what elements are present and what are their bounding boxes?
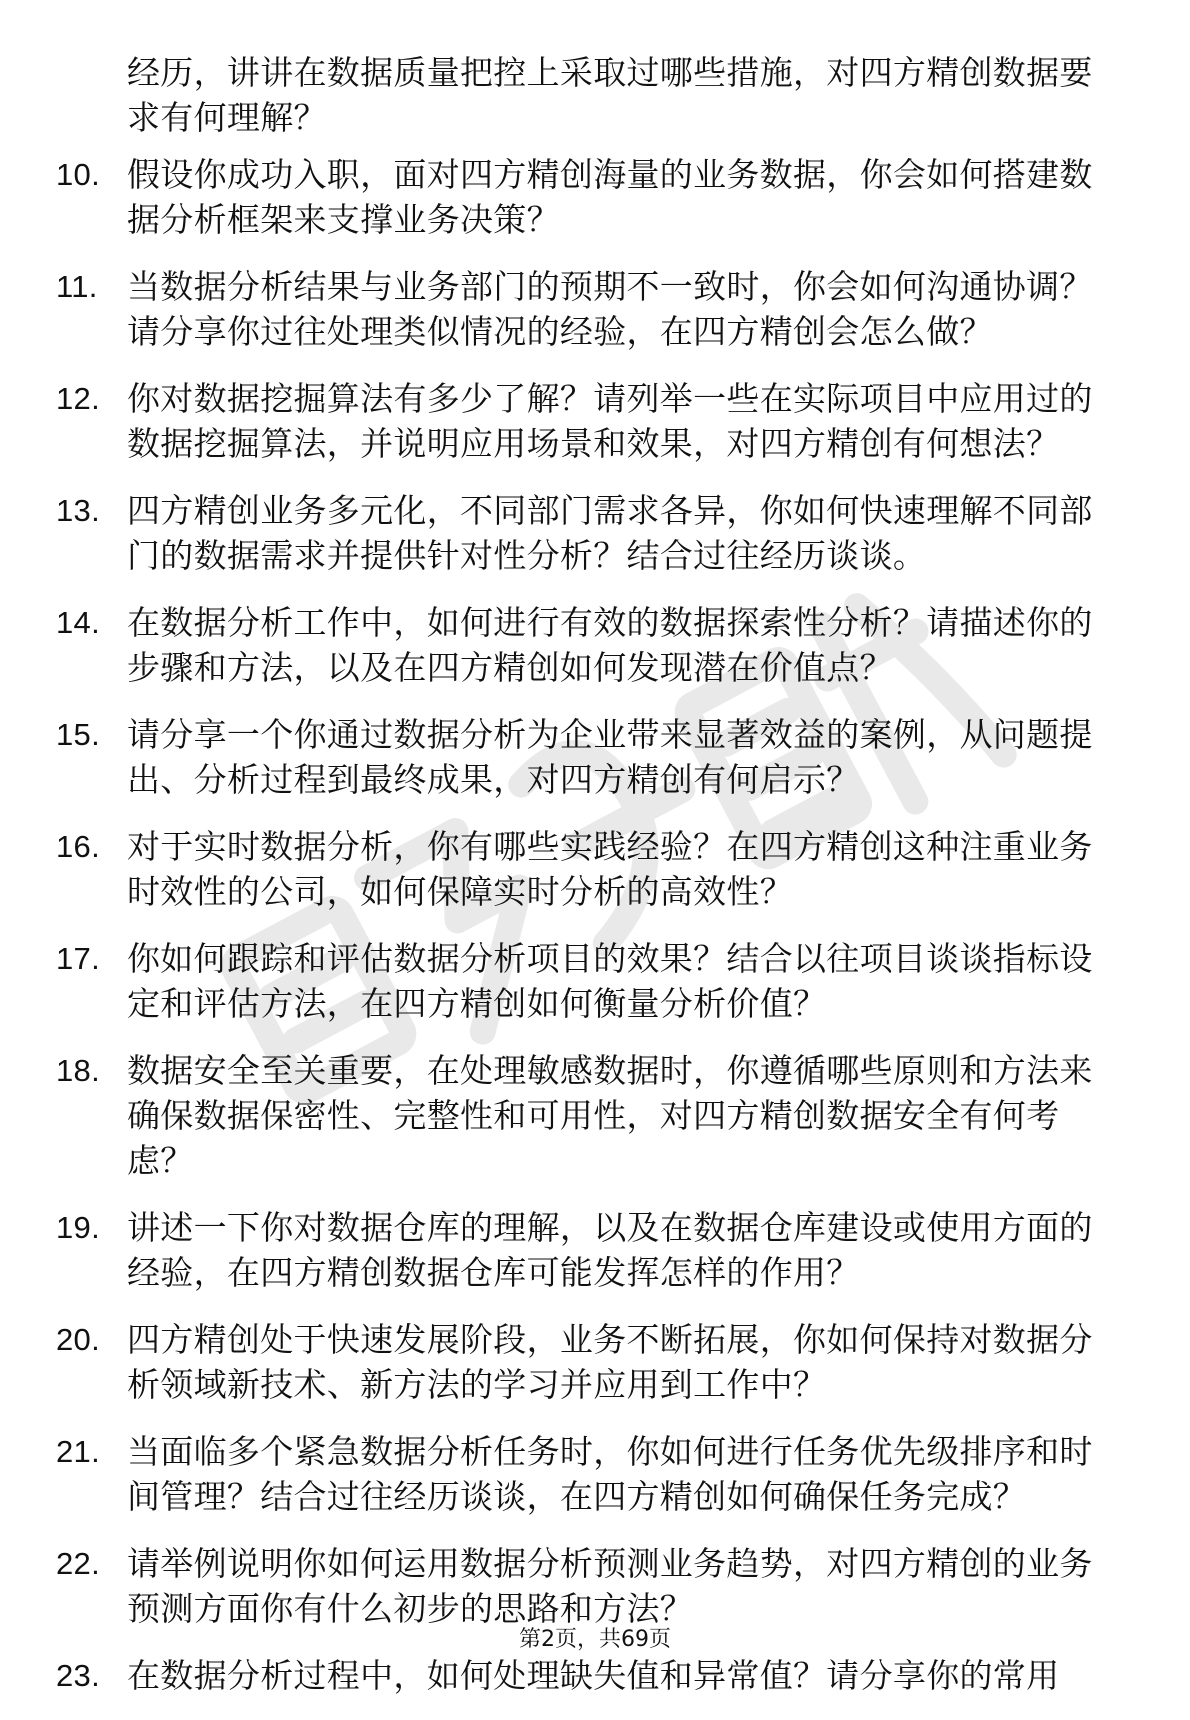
question-text: 在数据分析过程中，如何处理缺失值和异常值？请分享你的常用 <box>127 1656 1060 1695</box>
question-number: 20. <box>56 1322 100 1357</box>
list-item <box>0 1048 1190 1183</box>
question-continuation: 经历，讲讲在数据质量把控上采取过哪些措施，对四方精创数据要求有何理解？ <box>127 53 1093 137</box>
question-text: 四方精创业务多元化，不同部门需求各异，你如何快速理解不同部门的数据需求并提供针对性分析？结合过往经历谈谈。 <box>127 491 1093 575</box>
question-text: 请举例说明你如何运用数据分析预测业务趋势，对四方精创的业务预测方面你有什么初步的思路和方法？ <box>127 1544 1093 1628</box>
question-list <box>0 152 1190 1720</box>
list-item <box>0 1429 1190 1519</box>
question-number: 11. <box>56 269 98 304</box>
list-item <box>0 264 1190 354</box>
question-number: 12. <box>56 381 100 416</box>
question-text: 请分享一个你通过数据分析为企业带来显著效益的案例，从问题提出、分析过程到最终成果，对四方精创有何启示？ <box>127 715 1093 799</box>
list-item <box>0 712 1190 802</box>
question-text: 数据安全至关重要，在处理敏感数据时，你遵循哪些原则和方法来确保数据保密性、完整性和可用性，对四方精创数据安全有何考虑？ <box>127 1051 1093 1180</box>
list-item <box>0 152 1190 242</box>
question-text: 当面临多个紧急数据分析任务时，你如何进行任务优先级排序和时间管理？结合过往经历谈谈，在四方精创如何确保任务完成？ <box>127 1432 1093 1516</box>
list-item <box>0 488 1190 578</box>
question-number: 13. <box>56 493 100 528</box>
question-number: 16. <box>56 829 100 864</box>
question-text: 假设你成功入职，面对四方精创海量的业务数据，你会如何搭建数据分析框架来支撑业务决策？ <box>127 155 1093 239</box>
question-number: 14. <box>56 605 100 640</box>
question-number: 17. <box>56 941 100 976</box>
question-text: 四方精创处于快速发展阶段，业务不断拓展，你如何保持对数据分析领域新技术、新方法的学习并应用到工作中？ <box>127 1320 1093 1404</box>
question-number: 23. <box>56 1658 100 1693</box>
list-item <box>0 824 1190 914</box>
question-text: 当数据分析结果与业务部门的预期不一致时，你会如何沟通协调？请分享你过往处理类似情况的经验，在四方精创会怎么做？ <box>127 267 1093 351</box>
list-item <box>0 1653 1190 1698</box>
question-text: 你如何跟踪和评估数据分析项目的效果？结合以往项目谈谈指标设定和评估方法，在四方精创如何衡量分析价值？ <box>127 939 1093 1023</box>
list-item <box>0 1205 1190 1295</box>
question-number: 15. <box>56 717 100 752</box>
page-footer: 第2页，共69页 <box>519 1627 671 1652</box>
list-item <box>0 600 1190 690</box>
list-item <box>0 1541 1190 1631</box>
list-item <box>0 936 1190 1026</box>
question-text: 讲述一下你对数据仓库的理解，以及在数据仓库建设或使用方面的经验，在四方精创数据仓库可能发挥怎样的作用？ <box>127 1208 1093 1292</box>
question-number: 21. <box>56 1434 100 1469</box>
question-number: 22. <box>56 1546 100 1581</box>
question-text: 对于实时数据分析，你有哪些实践经验？在四方精创这种注重业务时效性的公司，如何保障实时分析的高效性？ <box>127 827 1093 911</box>
list-item <box>0 376 1190 466</box>
list-item <box>0 1317 1190 1407</box>
question-number: 19. <box>56 1210 100 1245</box>
question-number: 10. <box>56 157 100 192</box>
question-text: 在数据分析工作中，如何进行有效的数据探索性分析？请描述你的步骤和方法，以及在四方精创如何发现潜在价值点？ <box>127 603 1093 687</box>
question-number: 18. <box>56 1053 100 1088</box>
question-text: 你对数据挖掘算法有多少了解？请列举一些在实际项目中应用过的数据挖掘算法，并说明应用场景和效果，对四方精创有何想法？ <box>127 379 1093 463</box>
